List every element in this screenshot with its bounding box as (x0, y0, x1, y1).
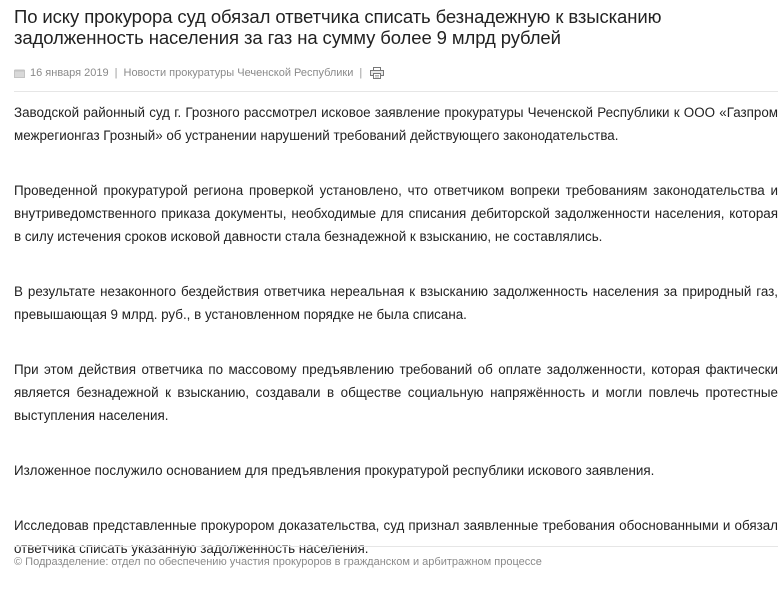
article-paragraph: Заводской районный суд г. Грозного рассмотрел исковое заявление прокуратуры Чеченской Республики к ООО «Газпром межрегионгаз Грозный» об устранении нарушений требований действующего законодательства. (14, 105, 778, 143)
article-date: 16 января 2019 (30, 67, 109, 79)
article-paragraph: Исследовав представленные прокурором доказательства, суд признал заявленные требования обоснованными и обязал ответчика списать указанную задолженность населения. (14, 518, 778, 556)
article-title: По иску прокурора суд обязал ответчика списать безнадежную к взысканию задолженность населения за газ на сумму более 9 млрд рублей (14, 6, 662, 48)
article-paragraph: В результате незаконного бездействия ответчика нереальная к взысканию задолженность населения за природный газ, превышающая 9 млрд. руб., в установленном порядке не была списана. (14, 284, 778, 322)
print-icon[interactable] (370, 67, 384, 79)
footer-divider (14, 546, 778, 547)
article-footer: © Подразделение: отдел по обеспечению участия прокуроров в гражданском и арбитражном процессе (14, 556, 542, 568)
article-body (14, 101, 778, 592)
article-paragraph: Проведенной прокуратурой региона проверкой установлено, что ответчиком вопреки требованиям законодательства и внутриведомственного приказа документы, необходимые для списания дебиторской задолженности населения, которая в силу истечения сроков исковой давности стала безнадежной к взысканию, не составлялись. (14, 183, 778, 244)
meta-separator: | (114, 67, 118, 79)
meta-divider (14, 91, 778, 92)
meta-separator: | (359, 67, 363, 79)
section-link[interactable]: Новости прокуратуры Чеченской Республики (123, 67, 354, 79)
article-paragraph: Изложенное послужило основанием для предъявления прокуратурой республики искового заявления. (14, 463, 655, 478)
article-meta (14, 64, 778, 82)
article-paragraph: При этом действия ответчика по массовому предъявлению требований об оплате задолженности, которая фактически является безнадежной к взысканию, создавали в обществе социальную напряжённость и могли повлечь протестные выступления населения. (14, 362, 778, 423)
calendar-icon (14, 69, 25, 78)
